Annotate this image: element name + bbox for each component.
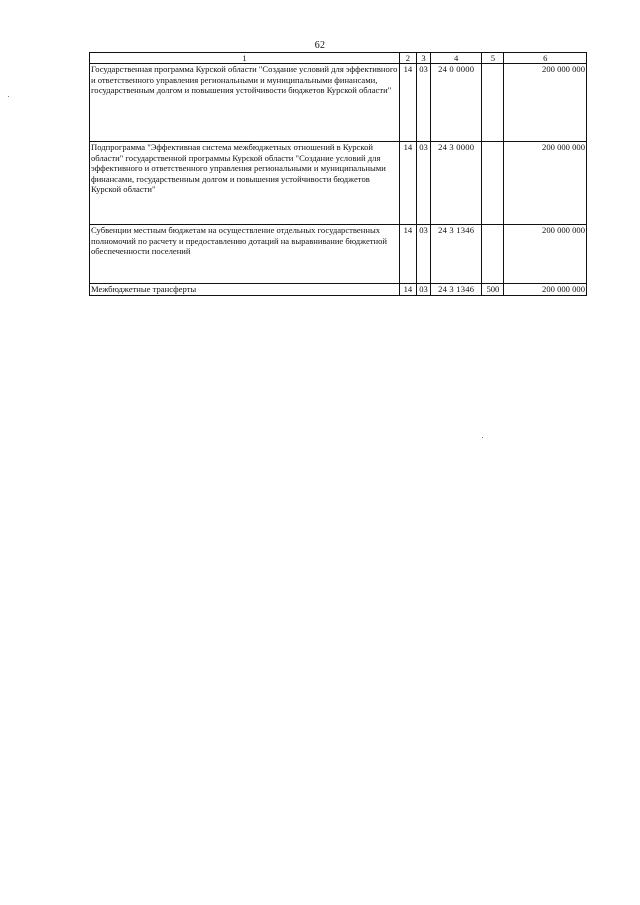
table-row (90, 64, 587, 142)
row-expense-type (482, 225, 504, 284)
row-target-code: 24 3 0000 (431, 142, 482, 225)
row-section: 14 (399, 225, 416, 284)
table-row (90, 225, 587, 284)
row-subsection: 03 (416, 225, 430, 284)
row-target-code: 24 3 1346 (431, 284, 482, 296)
row-amount: 200 000 000 (504, 225, 587, 284)
budget-table (89, 52, 587, 296)
row-section: 14 (399, 284, 416, 296)
row-target-code: 24 0 0000 (431, 64, 482, 142)
row-expense-type: 500 (482, 284, 504, 296)
row-name: Государственная программа Курской области "Создание условий для эффективного и ответственного управления региональными и муниципальными финансами, государственным долгом и повышения устойчивости бюджетов Курской области" (90, 64, 400, 142)
row-amount: 200 000 000 (504, 284, 587, 296)
scan-speck (482, 437, 483, 438)
row-subsection: 03 (416, 284, 430, 296)
row-name: Межбюджетные трансферты (90, 284, 400, 296)
scan-speck (8, 96, 9, 97)
row-section: 14 (399, 142, 416, 225)
header-col-5: 5 (482, 53, 504, 64)
row-amount: 200 000 000 (504, 64, 587, 142)
row-expense-type (482, 142, 504, 225)
table-row (90, 284, 587, 296)
header-col-3: 3 (416, 53, 430, 64)
row-name: Субвенции местным бюджетам на осуществление отдельных государственных полномочий по расчету и предоставлению дотаций на выравнивание бюджетной обеспеченности поселений (90, 225, 400, 284)
header-col-1: 1 (90, 53, 400, 64)
row-section: 14 (399, 64, 416, 142)
header-col-6: 6 (504, 53, 587, 64)
row-subsection: 03 (416, 142, 430, 225)
table-header-row (90, 53, 587, 64)
header-col-2: 2 (399, 53, 416, 64)
row-subsection: 03 (416, 64, 430, 142)
page-number: 62 (314, 40, 326, 51)
row-amount: 200 000 000 (504, 142, 587, 225)
row-target-code: 24 3 1346 (431, 225, 482, 284)
header-col-4: 4 (431, 53, 482, 64)
table-row (90, 142, 587, 225)
row-expense-type (482, 64, 504, 142)
row-name: Подпрограмма "Эффективная система межбюджетных отношений в Курской области" государственной программы Курской области "Создание условий для эффективного и ответственного управления региональными и муниципальными финансами, государственным долгом и повышения устойчивости бюджетов Курской области" (90, 142, 400, 225)
